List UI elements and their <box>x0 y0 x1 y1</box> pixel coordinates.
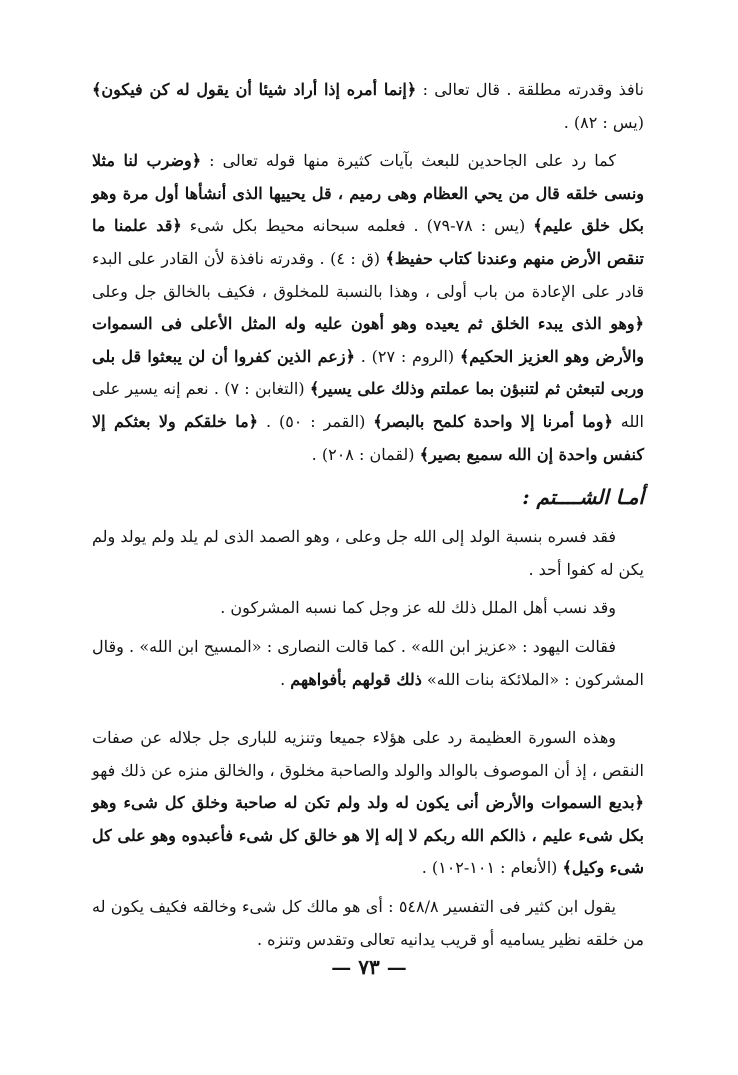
quran-quote: ﴿بديع السموات والأرض أنى يكون له ولد ولم تكن له صاحبة وخلق كل شىء وهو بكل شىء عليم ، ذالكم الله ربكم لا إله إلا هو خالق كل شىء فأعبدوه وهو على كل شىء وكيل﴾ <box>92 793 644 878</box>
paragraph-p5 <box>92 631 644 696</box>
body-text-section-3 <box>92 722 644 956</box>
paragraph-p3 <box>92 521 644 586</box>
paragraph-p7 <box>92 891 644 956</box>
body-text-section-2 <box>92 521 644 696</box>
text-run: (يس : ٧٨-٧٩) . فعلمه سبحانه محيط بكل شىء <box>181 216 534 236</box>
paragraph-spacer <box>92 696 644 722</box>
text-run: كما رد على الجاحدين للبعث بآيات كثيرة منها قوله تعالى : <box>201 151 616 171</box>
section-heading: أمـا الشــــتم : <box>522 485 644 510</box>
text-run: فقد فسره بنسبة الولد إلى الله جل وعلى ، وهو الصمد الذى لم يلد ولم يولد ولم يكن له كفوا أحد . <box>92 527 644 579</box>
text-run: . <box>280 669 291 689</box>
quran-quote: ﴿قد علمنا ما تنقص الأرض منهم وعندنا كتاب حفيظ﴾ <box>92 216 644 268</box>
paragraph-p6 <box>92 722 644 885</box>
quran-quote: ﴿زعم الذين كفروا أن لن يبعثوا قل بلى وربى لتبعثن ثم لتنبؤن بما عملتم وذلك على يسير﴾ <box>92 346 644 399</box>
text-run: نافذ وقدرته مطلقة . قال تعالى : <box>416 80 644 99</box>
text-run: (الروم : ٢٧) . <box>354 346 460 366</box>
quran-quote: ﴿وضرب لنا مثلا ونسى خلقه قال من يحي العظام وهى رميم ، قل يحييها الذى أنشأها أول مرة وهو بكل خلق عليم﴾ <box>92 151 644 236</box>
text-run: وقد نسب أهل الملل ذلك لله عز وجل كما نسبه المشركون . <box>220 598 616 618</box>
text-run: (ق : ٤) . وقدرته نافذة لأن القادر على البدء قادر على الإعادة من باب أولى ، وهذا بالنسبة للمخلوق ، فكيف بالخالق جل وعلى <box>92 248 644 301</box>
quran-quote: ﴿ما خلقكم ولا بعثكم إلا كنفس واحدة إن الله سميع بصير﴾ <box>92 411 644 464</box>
paragraph-p2 <box>92 145 644 471</box>
text-run: وهذه السورة العظيمة رد على هؤلاء جميعا وتنزيه للبارى جل جلاله عن صفات النقص ، إذ أن الموصوف بالوالد والولد والصاحبة مخلوق ، والخالق منزه عن ذلك فهو <box>92 728 644 780</box>
quran-quote: ذلك قولهم بأفواههم <box>290 669 422 689</box>
page-number: — ٧٣ — <box>331 955 407 979</box>
quran-quote: ﴿وما أمرنا إلا واحدة كلمح بالبصر﴾ <box>373 411 613 431</box>
text-run: يقول ابن كثير فى التفسير ٥٤٨/٨ : أى هو مالك كل شىء وخالقه فكيف يكون له من خلقه نظير يساميه أو قريب يدانيه تعالى وتقدس وتنزه . <box>92 897 644 949</box>
text-run: (القمر : ٥٠) . <box>258 411 374 431</box>
text-run: فقالت اليهود : «عزيز ابن الله» . كما قالت النصارى : «المسيح ابن الله» . وقال المشركون : «الملائكة بنات الله» <box>92 636 644 689</box>
text-run: (التغابن : ٧) . نعم إنه يسير على الله <box>92 379 645 431</box>
text-run: (الأنعام : ١٠١-١٠٢) . <box>421 858 563 878</box>
quran-quote: ﴿وهو الذى يبدء الخلق ثم يعيده وهو أهون عليه وله المثل الأعلى فى السموات والأرض وهو العزيز الحكيم﴾ <box>92 314 645 366</box>
quran-quote: ﴿إنما أمره إذا أراد شيئا أن يقول له كن فيكون﴾ <box>92 80 417 99</box>
body-text-section-1 <box>92 74 644 471</box>
text-run: (يس : ٨٢) . <box>563 112 644 132</box>
paragraph-p1 <box>92 74 644 139</box>
text-run: (لقمان : ٢٠٨) . <box>311 444 420 464</box>
paragraph-p4 <box>92 592 644 625</box>
